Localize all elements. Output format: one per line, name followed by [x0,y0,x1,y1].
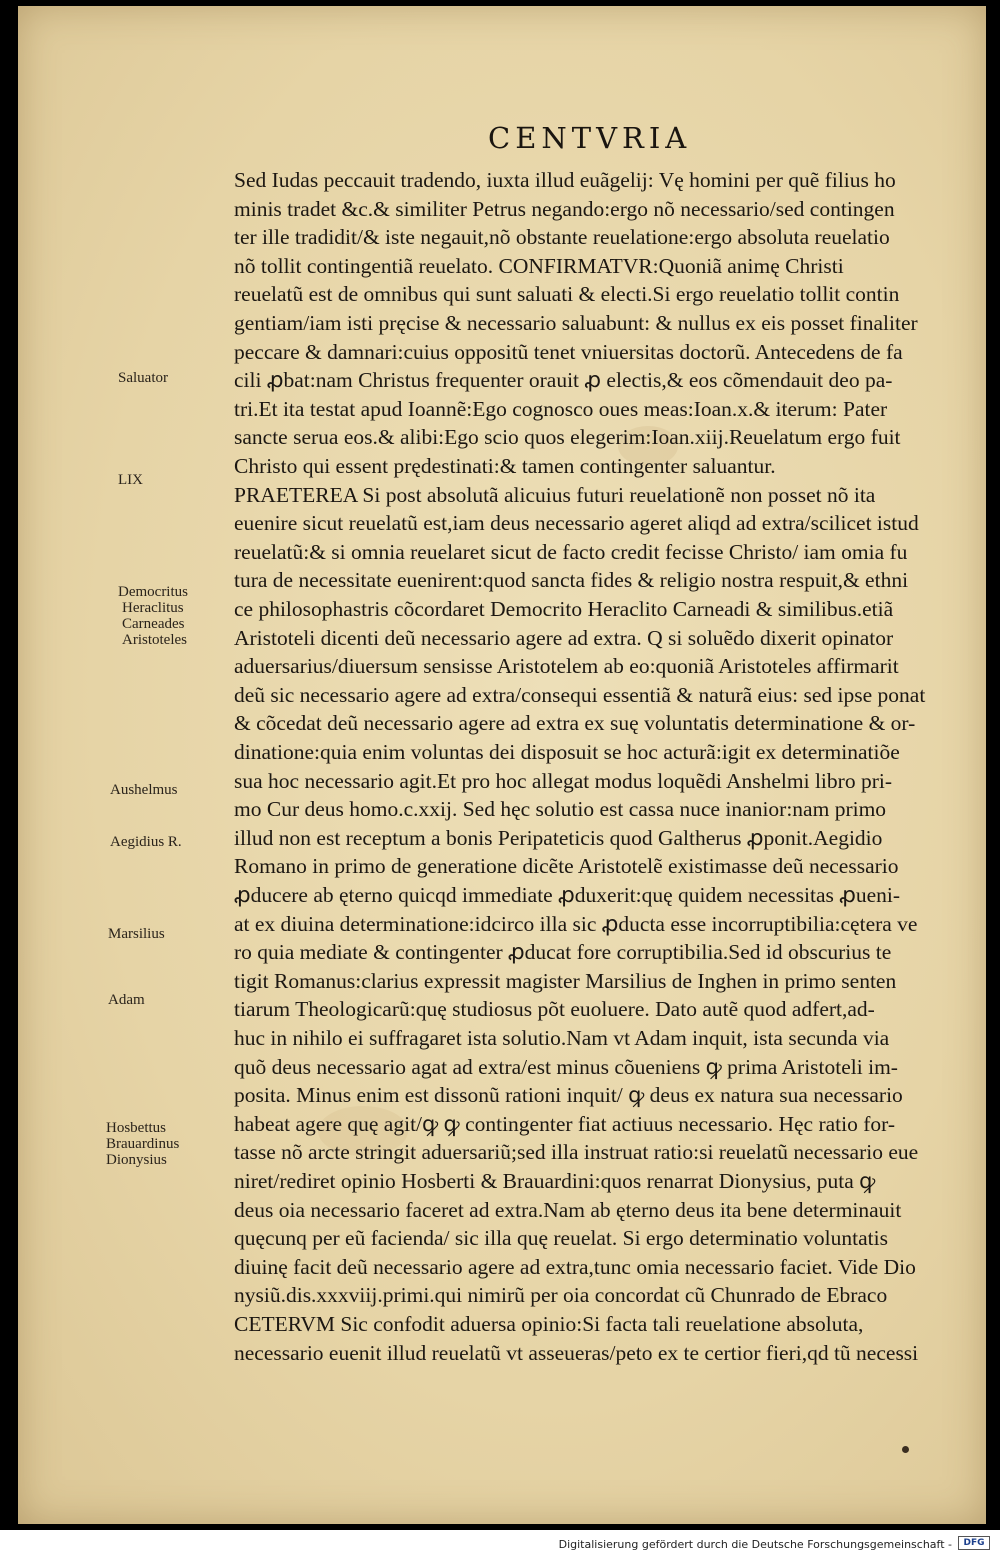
margin-note-hosbettus: Hosbettus [106,1120,166,1136]
text-line: tura de necessitate euenirent:quod sancta fides & religio nostra respuit,& ethni [234,568,909,593]
margin-note-adam: Adam [108,992,145,1008]
text-line: ꝓducere ab ęterno quicqd immediate ꝓduxerit:quę quidem necessitas ꝓueni- [234,883,901,907]
text-line: ter ille tradidit/& iste negauit,nõ obstante reuelatione:ergo absoluta reuelatio [234,225,890,250]
page-header-title: CENTVRIA [488,121,692,155]
text-line: niret/rediret opinio Hosberti & Brauardini:quos renarrat Dionysius, puta ꝙ [234,1169,876,1193]
text-line: tiarum Theologicarũ:quę studiosus põt euoluere. Dato autẽ quod adfert,ad- [234,997,875,1022]
margin-note-heraclitus: Heraclitus [122,600,184,616]
text-line: tasse nõ arcte stringit aduersariũ;sed illa instruat ratio:si reuelatũ necessario eue [234,1140,919,1165]
text-line: necessario euenit illud reuelatũ vt asseueras/peto ex te certior fieri,qd tũ necessi [234,1340,919,1365]
text-line: illud non est receptum a bonis Peripateticis quod Galtherus ꝓponit.Aegidio [234,825,883,850]
text-line: Sed Iudas peccauit tradendo, iuxta illud euãgelij: Vę homini per quẽ filius ho [234,168,896,192]
text-line: Aristoteli dicenti deũ necessario agere ad extra. Q si soluẽdo dixerit opinator [234,625,894,650]
margin-note-carneades: Carneades [122,616,185,632]
text-line: aduersarius/diuersum sensisse Aristotelem ab eo:quoniã Aristoteles affirmarit [234,654,899,679]
margin-note-dionysius: Dionysius [106,1152,167,1168]
text-line: tri.Et ita testat apud Ioannẽ:Ego cognosco oues meas:Ioan.x.& iterum: Pater [234,396,888,421]
text-line: & cõcedat deũ necessario agere ad extra ex suę voluntatis determinatione & or- [234,711,916,736]
text-line: minis tradet &c.& similiter Petrus negando:ergo nõ necessario/sed contingen [234,196,895,221]
text-line: at ex diuina determinatione:idcirco illa sic ꝓducta esse incorruptibilia:cętera ve [234,911,918,936]
text-line: ro quia mediate & contingenter ꝓducat fore corruptibilia.Sed id obscurius te [234,940,892,965]
scanned-page [18,6,986,1524]
margin-note-saluator: Saluator [118,370,168,386]
text-line: CETERVM Sic confodit aduersa opinio:Si facta tali reuelatione absoluta, [234,1312,864,1336]
footer-credit-text: Digitalisierung gefördert durch die Deutsche Forschungsgemeinschaft - [558,1538,952,1551]
text-line: quęcunq per eũ facienda/ sic illa quę reuelat. Si ergo determinatio voluntatis [234,1226,888,1251]
text-line: nõ tollit contingentiã reuelato. CONFIRMATVR:Quoniã animę Christi [234,253,844,278]
text-line: diuinę facit deũ necessario agere ad extra,tunc omia necessario faciet. Vide Dio [234,1254,916,1279]
text-line: deũ sic necessario agere ad extra/consequi essentiã & naturã eius: sed ipse ponat [234,682,926,707]
text-line: Romano in primo de generatione dicẽte Aristotelẽ existimasse deũ necessario [234,854,899,879]
margin-note-brauardinus: Brauardinus [106,1136,180,1152]
text-line: mo Cur deus homo.c.xxij. Sed hęc solutio est cassa nuce inanior:nam primo [234,797,887,822]
text-line: posita. Minus enim est dissonũ rationi inquit/ ꝙ deus ex natura sua necessario [234,1083,903,1108]
margin-note-marsilius: Marsilius [108,926,165,942]
text-line: habeat agere quę agit/ꝙ ꝙ contingenter fiat actiuus necessario. Hęc ratio for- [234,1111,896,1136]
text-line: sua hoc necessario agit.Et pro hoc allegat modus loquẽdi Anshelmi libro pri- [234,768,892,793]
text-line: Christo qui essent prędestinati:& tamen contingenter saluantur. [234,454,776,478]
text-line: tigit Romanus:clarius expressit magister Marsilius de Inghen in primo senten [234,968,897,993]
dfg-logo: DFG [958,1536,990,1550]
text-line: cili ꝓbat:nam Christus frequenter orauit ꝓ electis,& eos cõmendauit deo pa- [234,368,893,393]
text-line: dinatione:quia enim voluntas dei disposuit se hoc acturã:igit ex determinatiõe [234,740,900,764]
text-line: ce philosophastris cõcordaret Democrito Heraclito Carneadi & similibus.etiã [234,597,894,621]
margin-note-aegidius: Aegidius R. [110,834,182,850]
text-line: nysiũ.dis.xxxviij.primi.qui nimirũ per oia concordat cũ Chunrado de Ebraco [234,1283,888,1308]
text-line: deus oia necessario faceret ad extra.Nam ab ęterno deus ita bene determinauit [234,1197,902,1222]
text-line: euenire sicut reuelatũ est,iam deus necessario ageret aliqd ad extra/scilicet istud [234,511,919,536]
footer-bar [0,1530,1000,1558]
text-line: quõ deus necessario agat ad extra/est minus cõueniens ꝙ prima Aristoteli im- [234,1054,898,1079]
text-line: reuelatũ est de omnibus qui sunt saluati & electi.Si ergo reuelatio tollit contin [234,282,900,307]
margin-note-aristoteles: Aristoteles [122,632,187,648]
text-line: sancte serua eos.& alibi:Ego scio quos elegerim:Ioan.xiij.Reuelatum ergo fuit [234,425,901,450]
text-line: gentiam/iam isti pręcise & necessario saluabunt: & nullus ex eis posset finaliter [234,311,918,335]
text-line: PRAETEREA Si post absolutã alicuius futuri reuelationẽ non posset nõ ita [234,482,876,507]
text-line: peccare & damnari:cuius oppositũ tenet vniuersitas doctorũ. Antecedens de fa [234,339,903,364]
text-line: huc in nihilo ei suffragaret ista solutio.Nam vt Adam inquit, ista secunda via [234,1026,890,1050]
text-line: reuelatũ:& si omnia reuelaret sicut de facto credit fecisse Christo/ iam omia fu [234,539,908,564]
margin-note-democritus: Democritus [118,584,188,600]
ink-dot [902,1446,909,1453]
margin-note-section-number: LIX [118,472,143,488]
margin-note-aushelmus: Aushelmus [110,782,178,798]
